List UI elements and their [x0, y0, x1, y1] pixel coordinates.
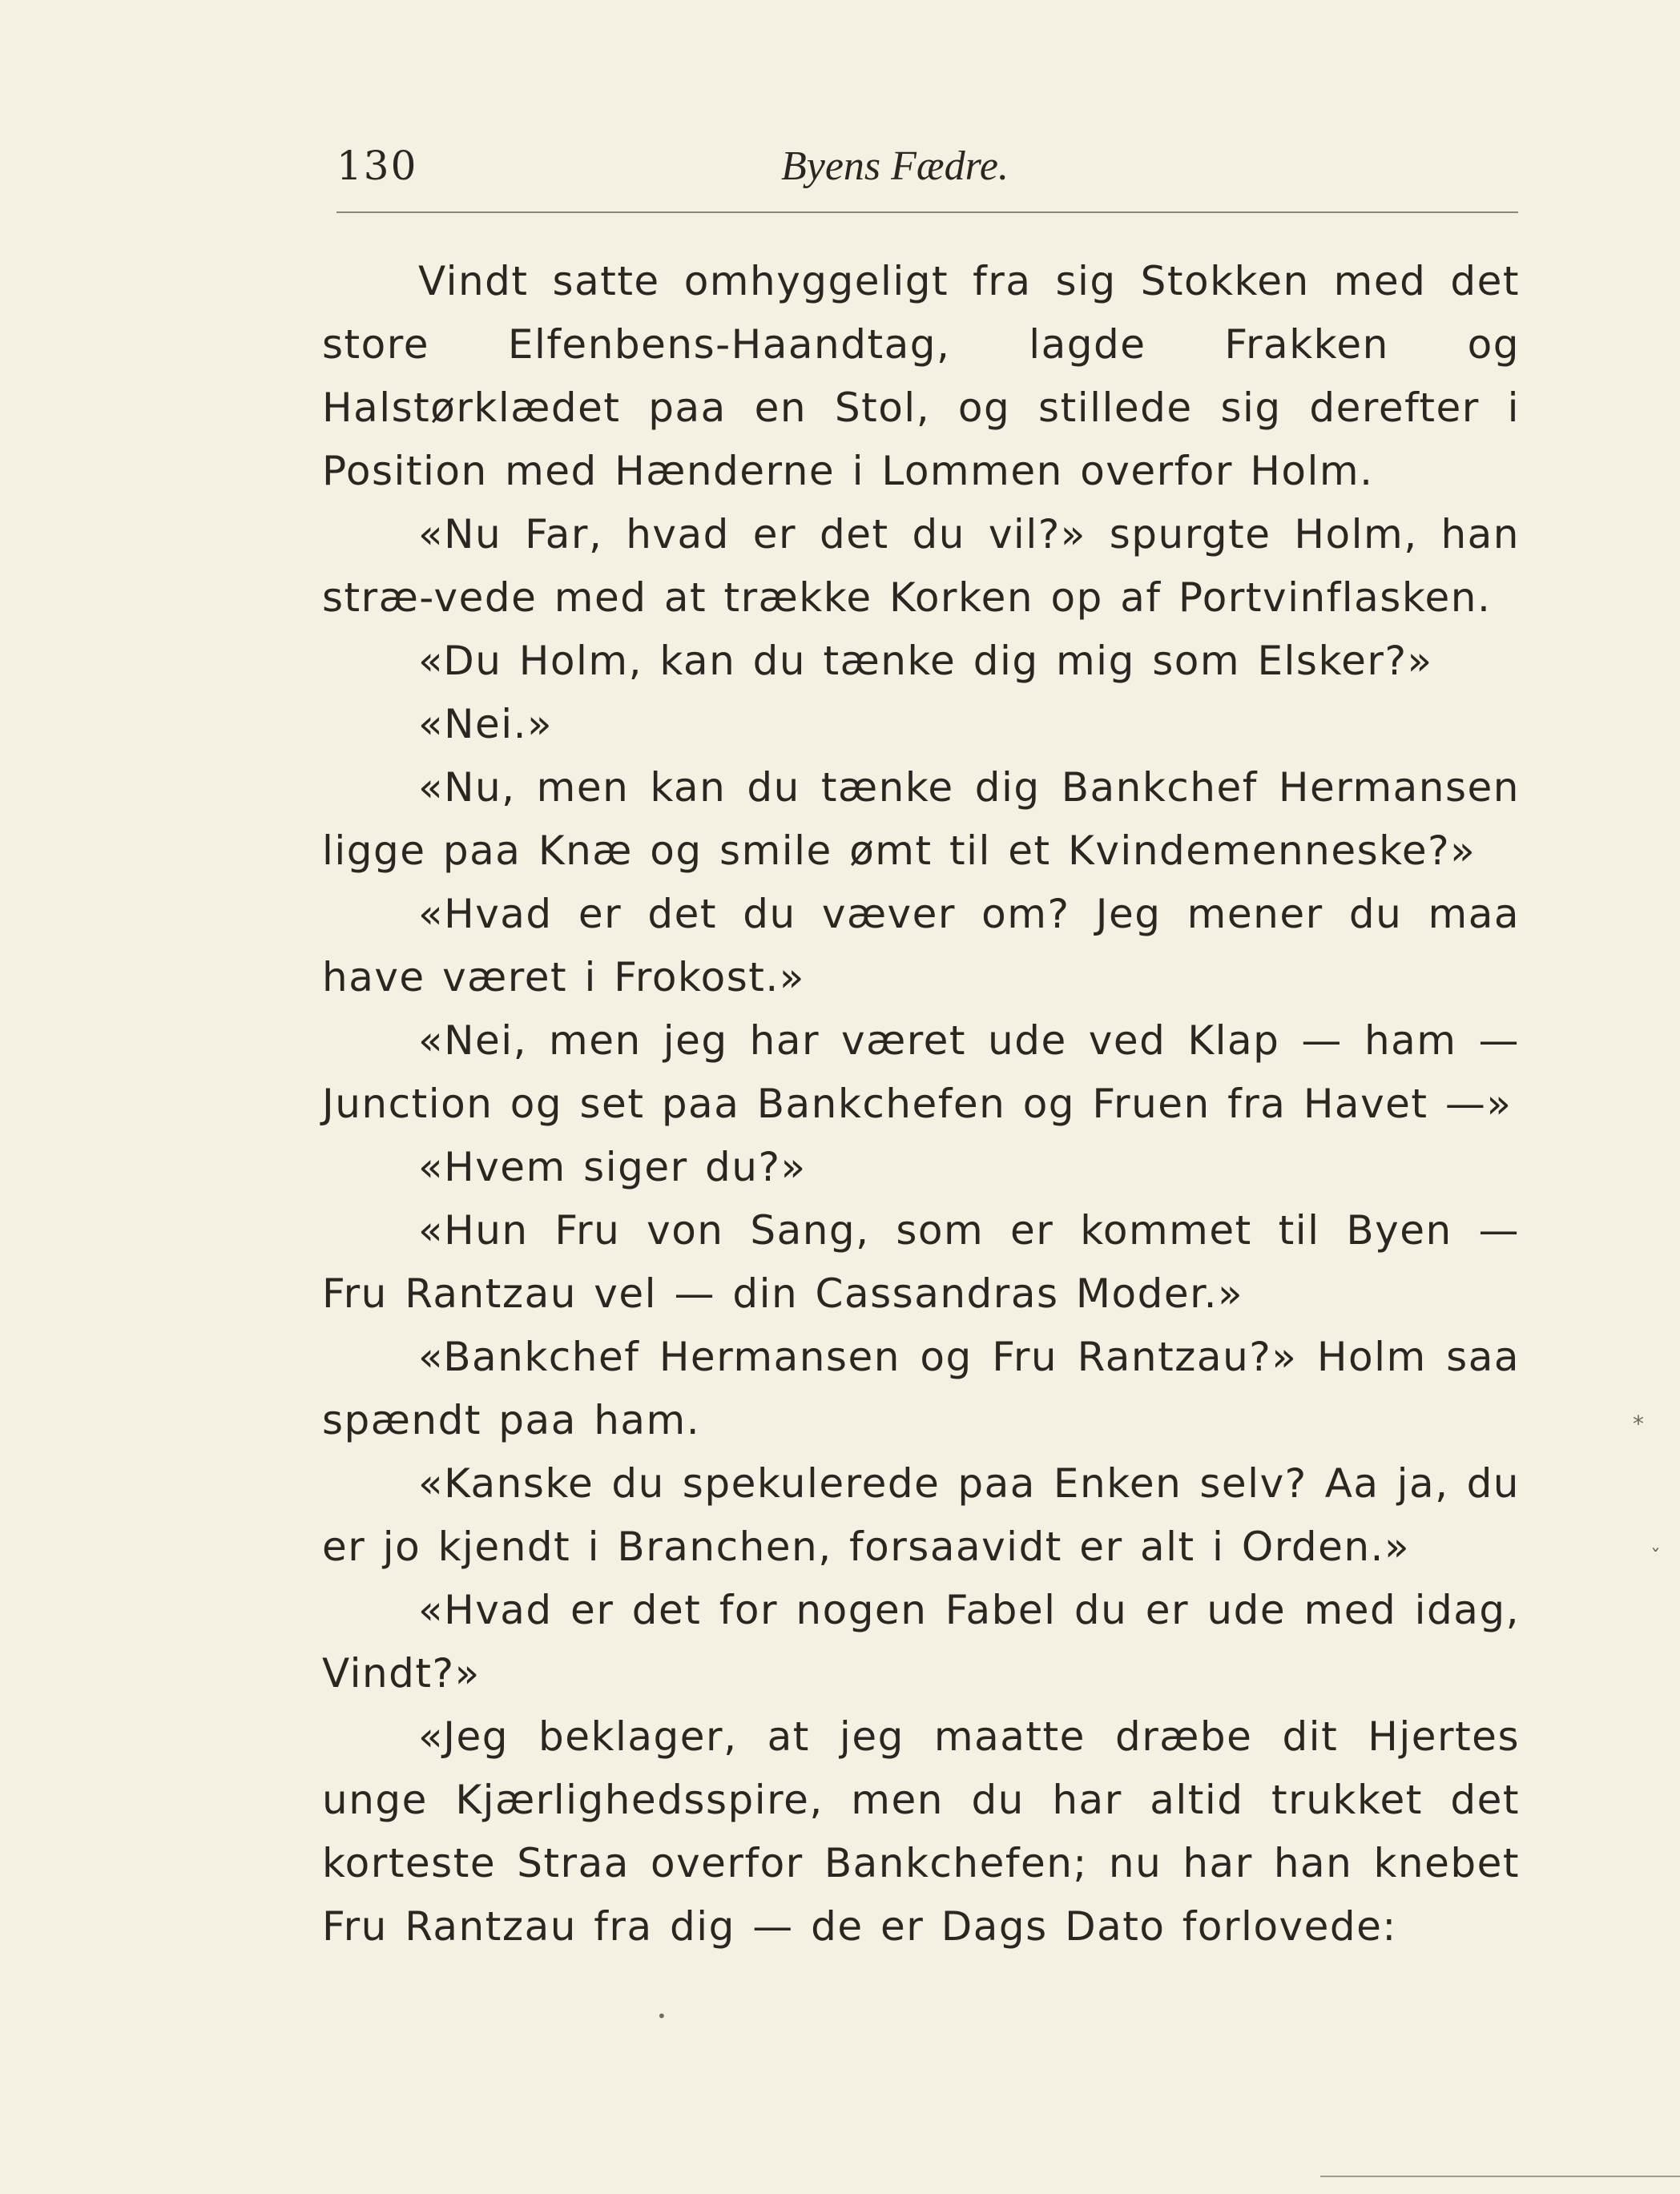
page-corner-edge [1320, 2176, 1680, 2177]
paragraph: «Hvem siger du?» [418, 1144, 807, 1190]
running-title: Byens Fædre. [781, 143, 1009, 189]
paragraph: Vindt satte omhyggeligt fra sig Stokken med det store Elfenbens-Haandtag, lagde Frakken og Halstørklædet paa en Stol, og stillede sig derefter i Position med Hænderne i Lommen overfor Holm. [322, 258, 1520, 494]
margin-mark-icon: ⁎ [1633, 1403, 1644, 1430]
body-text [322, 250, 1520, 1958]
margin-mark-icon: ˇ [1650, 1546, 1661, 1570]
header-rule [336, 211, 1518, 213]
page-number: 130 [336, 143, 418, 189]
paragraph: «Hvad er det du væver om? Jeg mener du maa have været i Frokost.» [322, 891, 1520, 1000]
page-header [336, 143, 1518, 215]
paragraph: «Hvad er det for nogen Fabel du er ude med idag, Vindt?» [322, 1587, 1520, 1697]
paragraph: «Kanske du spekulerede paa Enken selv? Aa ja, du er jo kjendt i Branchen, forsaavidt er alt i Orden.» [322, 1460, 1520, 1570]
paragraph: «Nu, men kan du tænke dig Bankchef Hermansen ligge paa Knæ og smile ømt til et Kvindemenneske?» [322, 764, 1520, 874]
paragraph: «Bankchef Hermansen og Fru Rantzau?» Holm saa spændt paa ham. [322, 1334, 1520, 1443]
paragraph: «Nu Far, hvad er det du vil?» spurgte Holm, han stræ-vede med at trække Korken op af Portvinflasken. [322, 511, 1520, 621]
ink-speck-icon: • [657, 2007, 667, 2026]
paragraph: «Nei.» [418, 701, 554, 747]
paragraph: «Jeg beklager, at jeg maatte dræbe dit Hjertes unge Kjærlighedsspire, men du har altid trukket det korteste Straa overfor Bankchefen; nu har han knebet Fru Rantzau fra dig — de er Dags Dato forlovede: [322, 1713, 1520, 1950]
paragraph: «Nei, men jeg har været ude ved Klap — ham — Junction og set paa Bankchefen og Fruen fra Havet —» [322, 1017, 1520, 1127]
paragraph: «Du Holm, kan du tænke dig mig som Elsker?» [418, 638, 1433, 684]
paragraph: «Hun Fru von Sang, som er kommet til Byen — Fru Rantzau vel — din Cassandras Moder.» [322, 1207, 1520, 1317]
